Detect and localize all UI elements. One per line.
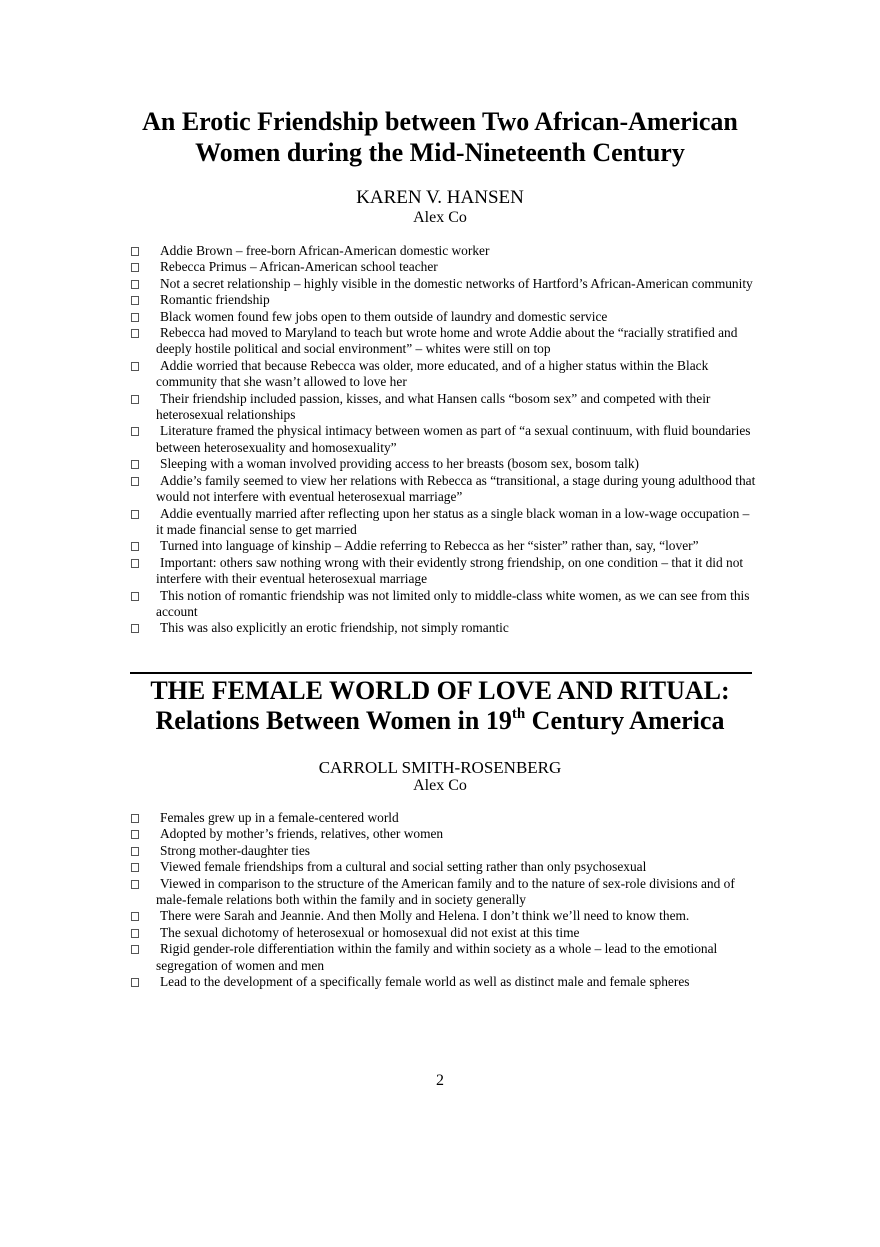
- bullet-box-icon: [131, 929, 139, 938]
- bullet-box-icon: [131, 542, 139, 551]
- section-1-author: KAREN V. HANSEN: [356, 187, 524, 208]
- list-item: Rigid gender-role differentiation within the family and within society as a whole – lead to the emotional segregation of women and men: [130, 941, 756, 974]
- section-1-note-author: Alex Co: [413, 209, 467, 226]
- list-item: Adopted by mother’s friends, relatives, other women: [130, 826, 756, 842]
- section-1-bullet-list: [130, 243, 756, 637]
- bullet-box-icon: [131, 830, 139, 839]
- list-item: The sexual dichotomy of heterosexual or homosexual did not exist at this time: [130, 925, 756, 941]
- list-item: Viewed in comparison to the structure of the American family and to the nature of sex-role divisions and of male-female relations both within the family and in society generally: [130, 876, 756, 909]
- list-item: Sleeping with a woman involved providing access to her breasts (bosom sex, bosom talk): [130, 456, 756, 472]
- bullet-box-icon: [131, 978, 139, 987]
- section-2-title-line-1: THE FEMALE WORLD OF LOVE AND RITUAL:: [150, 676, 730, 705]
- list-item: Turned into language of kinship – Addie referring to Rebecca as her “sister” rather than, say, “lover”: [130, 538, 756, 554]
- page-number: 2: [436, 1072, 444, 1089]
- bullet-box-icon: [131, 592, 139, 601]
- section-divider: [130, 672, 752, 674]
- bullet-box-icon: [131, 296, 139, 305]
- bullet-box-icon: [131, 912, 139, 921]
- bullet-box-icon: [131, 247, 139, 256]
- section-2-title-line-2: Relations Between Women in 19th Century America: [155, 706, 725, 735]
- section-1-title: [100, 106, 780, 168]
- list-item: Strong mother-daughter ties: [130, 843, 756, 859]
- list-item: Romantic friendship: [130, 292, 756, 308]
- list-item: Their friendship included passion, kisses, and what Hansen calls “bosom sex” and competed with their heterosexual relationships: [130, 391, 756, 424]
- bullet-box-icon: [131, 814, 139, 823]
- list-item: Important: others saw nothing wrong with their evidently strong friendship, on one condition – that it did not interfere with their eventual heterosexual marriage: [130, 555, 756, 588]
- list-item: Addie Brown – free-born African-American domestic worker: [130, 243, 756, 259]
- section-2-bullet-list: [130, 810, 756, 990]
- section-2-author: CARROLL SMITH-ROSENBERG: [318, 758, 562, 777]
- list-item: Rebecca had moved to Maryland to teach but wrote home and wrote Addie about the “racially stratified and deeply hostile political and social environment” – whites were still on top: [130, 325, 756, 358]
- bullet-box-icon: [131, 362, 139, 371]
- list-item: This was also explicitly an erotic friendship, not simply romantic: [130, 620, 756, 636]
- bullet-box-icon: [131, 863, 139, 872]
- list-item: There were Sarah and Jeannie. And then Molly and Helena. I don’t think we’ll need to know them.: [130, 908, 756, 924]
- list-item: Lead to the development of a specifically female world as well as distinct male and female spheres: [130, 974, 756, 990]
- bullet-box-icon: [131, 263, 139, 272]
- section-1-title-line-2: Women during the Mid-Nineteenth Century: [195, 138, 685, 167]
- list-item: Black women found few jobs open to them outside of laundry and domestic service: [130, 309, 756, 325]
- list-item: Addie’s family seemed to view her relations with Rebecca as “transitional, a stage during young adulthood that would not interfere with eventual heterosexual marriage”: [130, 473, 756, 506]
- list-item: Viewed female friendships from a cultural and social setting rather than only psychosexual: [130, 859, 756, 875]
- list-item: This notion of romantic friendship was not limited only to middle-class white women, as we can see from this account: [130, 588, 756, 621]
- list-item: Literature framed the physical intimacy between women as part of “a sexual continuum, with fluid boundaries between heterosexuality and homosexuality”: [130, 423, 756, 456]
- bullet-box-icon: [131, 427, 139, 436]
- bullet-box-icon: [131, 329, 139, 338]
- bullet-box-icon: [131, 395, 139, 404]
- bullet-box-icon: [131, 460, 139, 469]
- section-1-title-line-1: An Erotic Friendship between Two African-American: [142, 107, 738, 136]
- bullet-box-icon: [131, 510, 139, 519]
- bullet-box-icon: [131, 313, 139, 322]
- bullet-box-icon: [131, 847, 139, 856]
- list-item: Females grew up in a female-centered world: [130, 810, 756, 826]
- section-2-title: [100, 676, 780, 736]
- list-item: Not a secret relationship – highly visible in the domestic networks of Hartford’s African-American community: [130, 276, 756, 292]
- list-item: Rebecca Primus – African-American school teacher: [130, 259, 756, 275]
- section-2-note-author: Alex Co: [413, 777, 467, 794]
- bullet-box-icon: [131, 477, 139, 486]
- bullet-box-icon: [131, 880, 139, 889]
- bullet-box-icon: [131, 559, 139, 568]
- bullet-box-icon: [131, 280, 139, 289]
- list-item: Addie eventually married after reflecting upon her status as a single black woman in a low-wage occupation – it made financial sense to get married: [130, 506, 756, 539]
- bullet-box-icon: [131, 624, 139, 633]
- bullet-box-icon: [131, 945, 139, 954]
- list-item: Addie worried that because Rebecca was older, more educated, and of a higher status within the Black community that she wasn’t allowed to love her: [130, 358, 756, 391]
